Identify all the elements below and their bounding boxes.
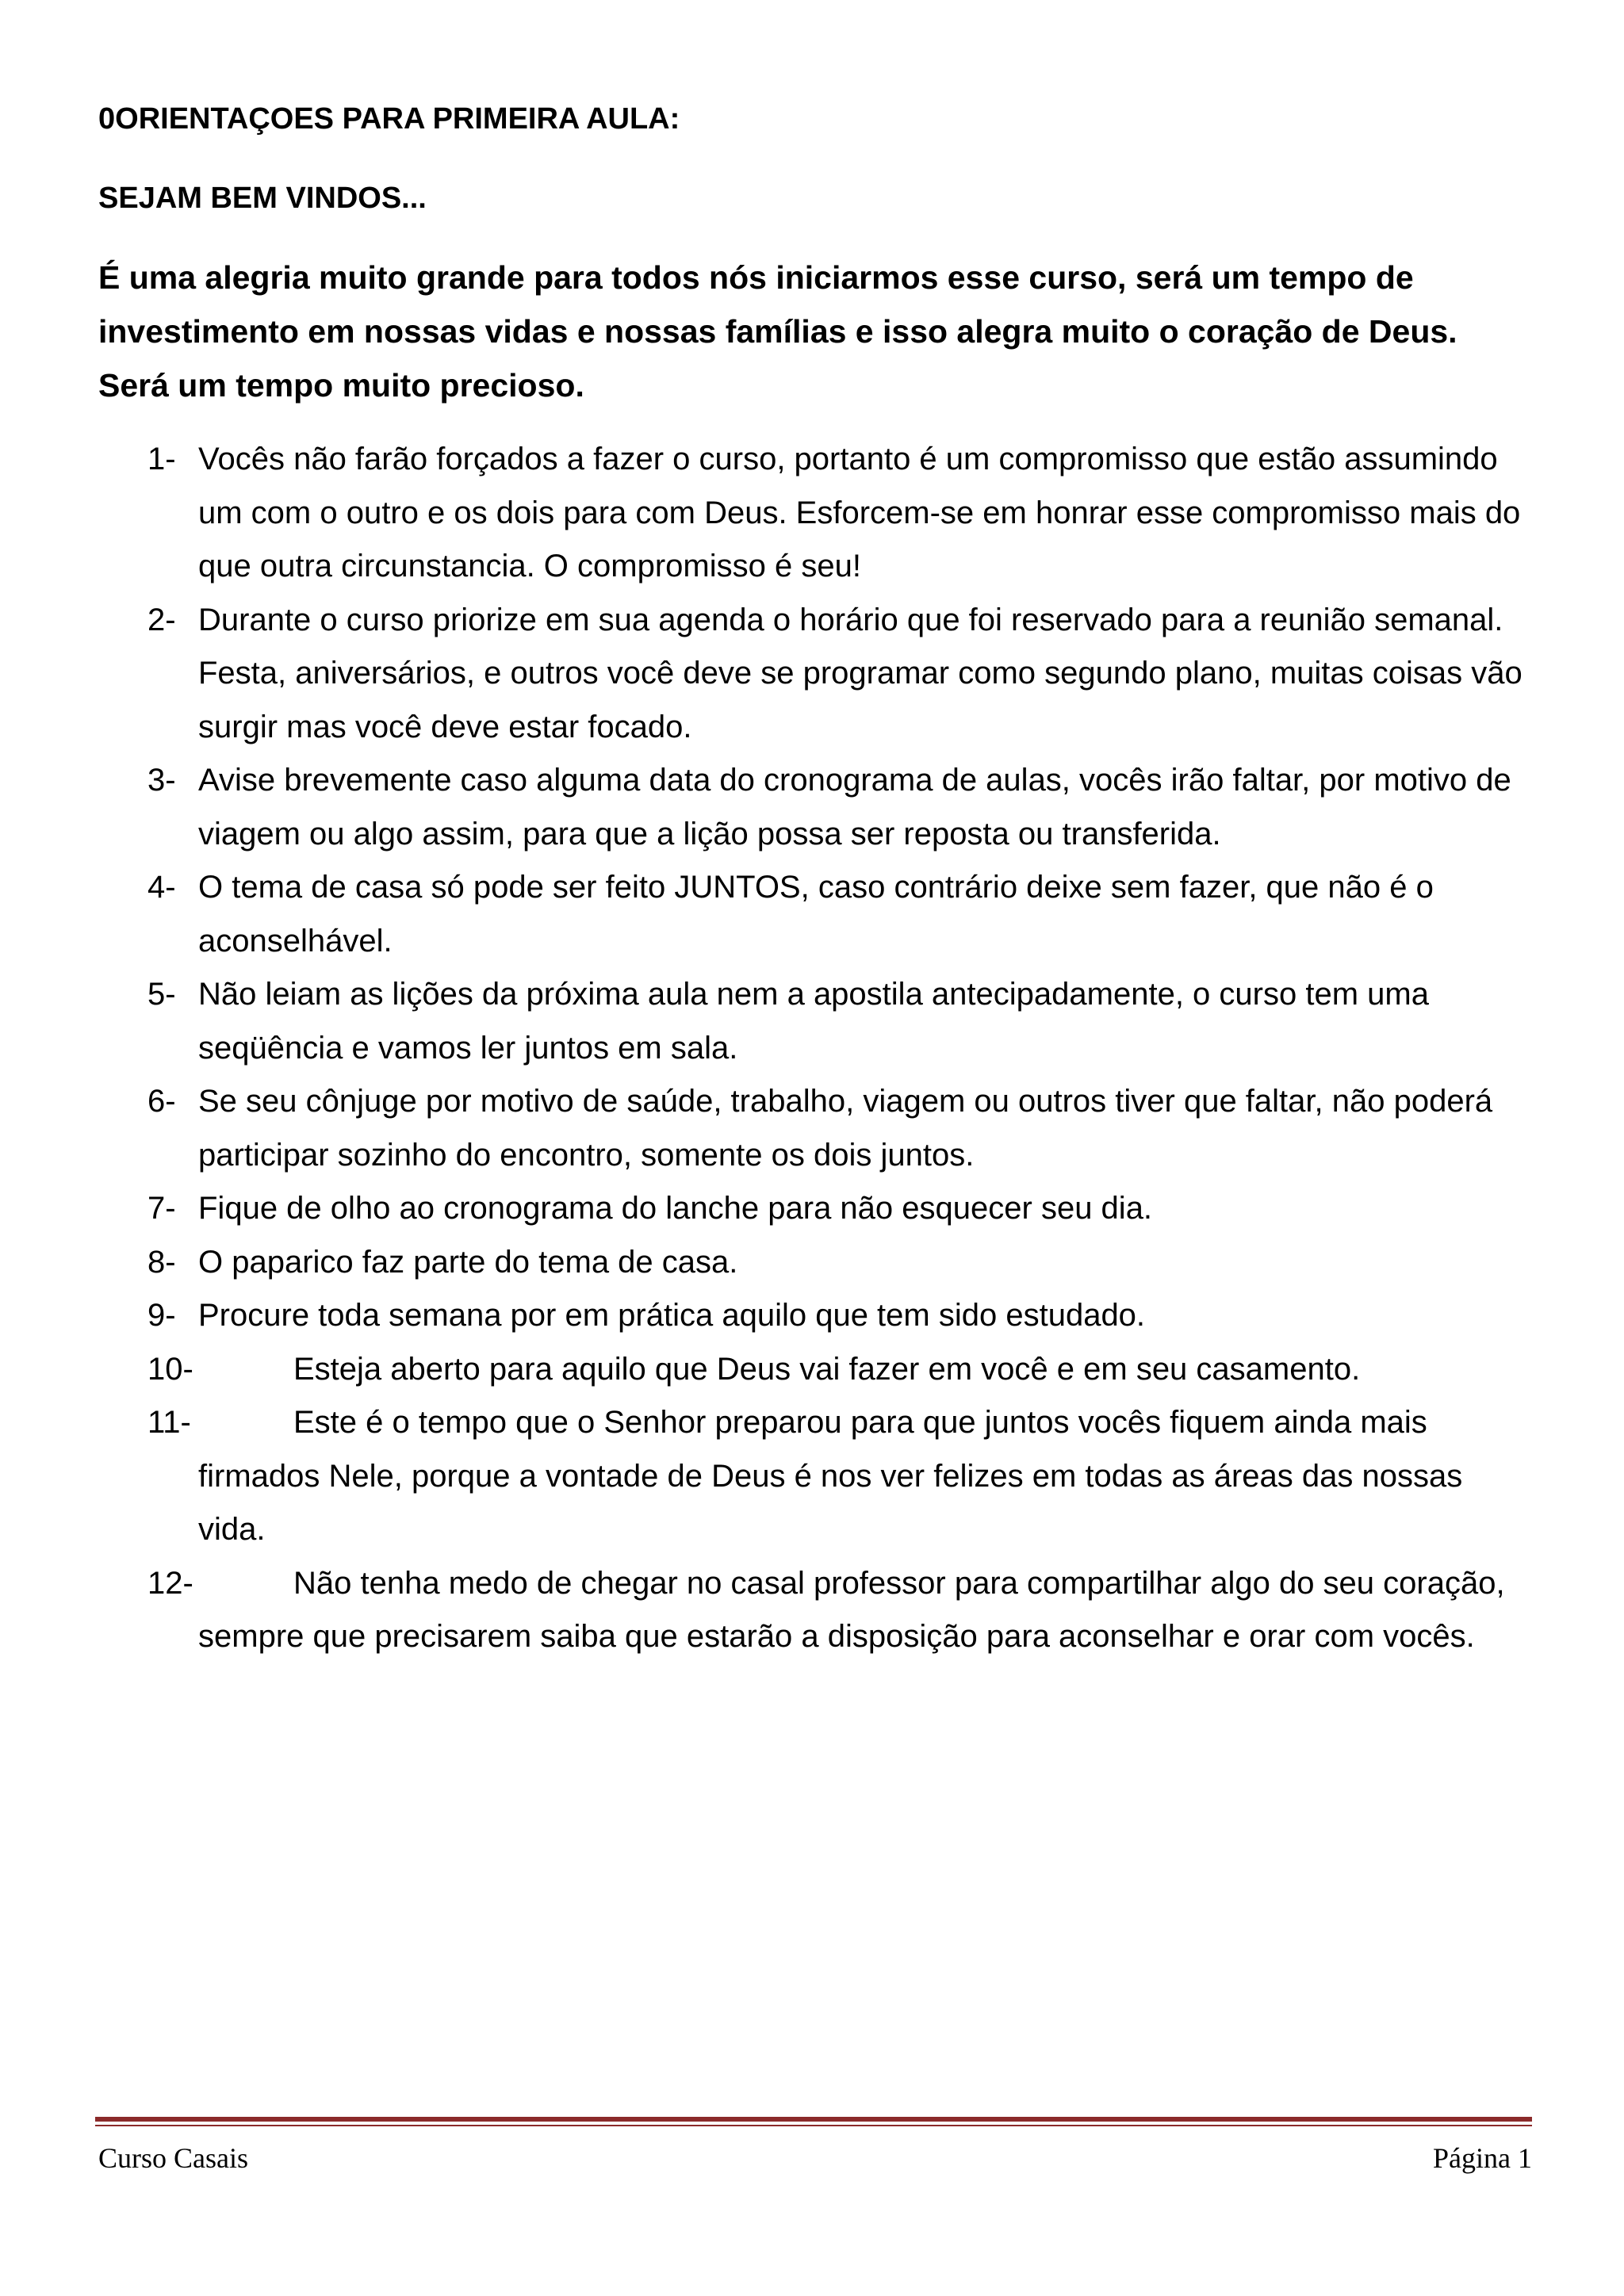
list-item-number: 1- [147,442,176,476]
list-item-number: 4- [147,870,176,905]
list-item-text: O tema de casa só pode ser feito JUNTOS, caso contrário deixe sem fazer, que não é o aconselhável. [198,870,1434,959]
list-item-text: Avise brevemente caso alguma data do cronograma de aulas, vocês irão faltar, por motivo de viagem ou algo assim, para que a lição possa ser reposta ou transferida. [198,763,1511,851]
footer-course-name: Curso Casais [98,2142,248,2174]
document-heading: 0ORIENTAÇOES PARA PRIMEIRA AULA: [98,102,680,136]
list-item-number: 8- [147,1244,176,1280]
list-item [98,1075,1526,1182]
list-item-number: 7- [147,1191,176,1226]
list-item-number: 2- [147,602,176,637]
list-item-text: Vocês não farão forçados a fazer o curso, portanto é um compromisso que estão assumindo um com o outro e os dois para com Deus. Esforcem-se em honrar esse compromisso mais do que outra circunstancia. O compromisso é seu! [198,442,1521,584]
list-item-number: 12- [147,1565,193,1601]
list-item-number: 5- [147,977,176,1012]
list-item-text: Fique de olho ao cronograma do lanche para não esquecer seu dia. [198,1191,1153,1226]
page-content [98,95,1526,1664]
list-item [98,1236,1526,1290]
list-item-number: 10- [147,1351,193,1387]
list-item [98,754,1526,861]
list-item-text: Não leiam as lições da próxima aula nem a apostila antecipadamente, o curso tem uma seqüência e vamos ler juntos em sala. [198,977,1429,1066]
list-item [98,594,1526,755]
list-item-number: 9- [147,1298,176,1333]
list-item [98,433,1526,594]
list-item-number: 3- [147,763,176,798]
list-item-text: Não tenha medo de chegar no casal professor para compartilhar algo do seu coração, sempre que precisarem saiba que estarão a disposição para aconselhar e orar com vocês. [198,1565,1505,1654]
list-item [98,1396,1526,1557]
list-item [98,1343,1526,1397]
footer-rule [95,2117,1532,2122]
list-item-number: 6- [147,1084,176,1119]
list-item-text: O paparico faz parte do tema de casa. [198,1244,738,1280]
list-item [98,1289,1526,1343]
orientation-list [98,433,1526,1664]
list-item-number: 11- [147,1405,191,1440]
footer-rule-thin [95,2125,1532,2126]
list-item-text: Se seu cônjuge por motivo de saúde, trabalho, viagem ou outros tiver que faltar, não poderá participar sozinho do encontro, somente os dois juntos. [198,1084,1493,1173]
list-item [98,1557,1526,1664]
footer-page-number: Página 1 [1433,2142,1532,2174]
intro-paragraph: É uma alegria muito grande para todos nós iniciarmos esse curso, será um tempo de investimento em nossas vidas e nossas famílias e isso alegra muito o coração de Deus. Será um tempo muito precioso. [98,259,1457,404]
welcome-subheading: SEJAM BEM VINDOS... [98,182,427,215]
list-item [98,968,1526,1075]
list-item-text: Procure toda semana por em prática aquilo que tem sido estudado. [198,1298,1146,1333]
list-item-text: Durante o curso priorize em sua agenda o horário que foi reservado para a reunião semanal. Festa, aniversários, e outros você deve se programar como segundo plano, muitas coisas vão surgir mas você deve estar focado. [198,602,1522,744]
list-item [98,1182,1526,1236]
list-item [98,861,1526,968]
list-item-text: Este é o tempo que o Senhor preparou para que juntos vocês fiquem ainda mais firmados Nele, porque a vontade de Deus é nos ver felizes em todas as áreas das nossas vida. [198,1405,1463,1547]
list-item-text: Esteja aberto para aquilo que Deus vai fazer em você e em seu casamento. [293,1351,1361,1387]
